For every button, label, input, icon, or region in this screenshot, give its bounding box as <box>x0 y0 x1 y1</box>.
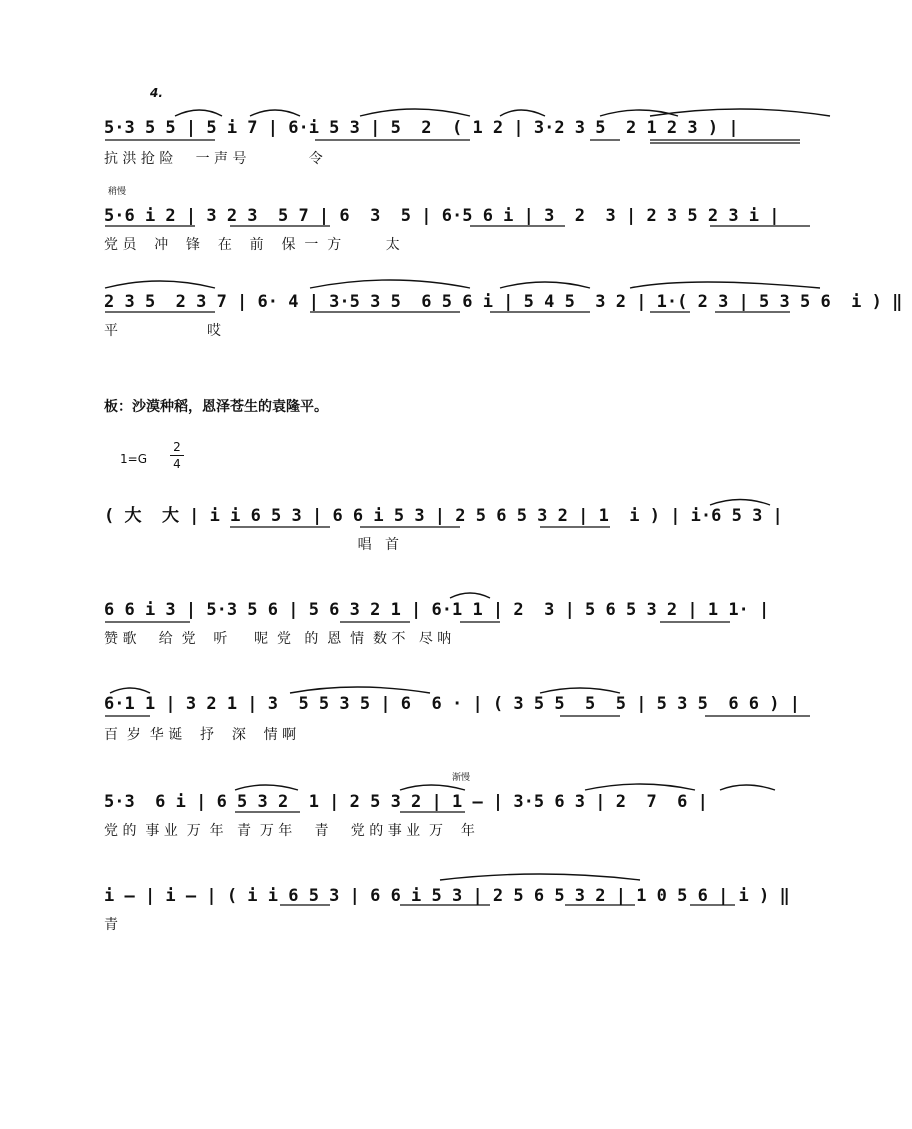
notation-row-1: 5·3 5 5 | 5 i 7 | 6·i 5 3 | 5 2 ( 1 2 | 3·2 3 5 2 1 2 3 ) | <box>104 118 739 138</box>
lyrics-row-7: 党 的 事 业 万 年 青 万 年 青 党 的 事 业 万 年 <box>104 823 475 839</box>
notation-row-6: 6·1 1 | 3 2 1 | 3 5 5 3 5 | 6 6 · | ( 3 5 5 5 5 | 5 3 5 6 6 ) | <box>104 694 800 714</box>
time-signature <box>170 440 184 471</box>
lyrics-row-4: 唱 首 <box>104 537 400 553</box>
time-signature-top: 2 <box>173 440 181 454</box>
notation-row-5: 6 6 i 3 | 5·3 5 6 | 5 6 3 2 1 | 6·1 1 | 2 3 | 5 6 5 3 2 | 1 1· | <box>104 600 770 620</box>
tempo-mark-gradual: 渐慢 <box>452 773 471 783</box>
lyrics-row-2: 党 员 冲 锋 在 前 保 一 方 太 <box>104 237 400 253</box>
lyrics-row-8: 青 <box>104 917 118 933</box>
notation-row-7: 5·3 6 i | 6 5 3 2 1 | 2 5 3 2 | 1 — | 3·5 6 3 | 2 7 6 | <box>104 792 708 812</box>
lyrics-row-6: 百 岁 华 诞 抒 深 情 啊 <box>104 727 297 743</box>
key-signature: 1=G <box>120 452 147 466</box>
section-mark: 4. <box>150 86 163 100</box>
tempo-mark-slow: 稍慢 <box>108 187 127 197</box>
time-signature-bottom: 4 <box>173 457 181 471</box>
notation-row-4: ( 大 大 | i i 6 5 3 | 6 6 i 5 3 | 2 5 6 5 3 2 | 1 i ) | i·6 5 3 | <box>104 506 783 526</box>
notation-row-2: 5·6 i 2 | 3 2 3 5 7 | 6 3 5 | 6·5 6 i | 3 2 3 | 2 3 5 2 3 i | <box>104 206 780 226</box>
lyrics-row-5: 赞 歌 给 党 听 呢 党 的 恩 情 数 不 尽 呐 <box>104 631 452 647</box>
notation-row-3: 2 3 5 2 3 7 | 6· 4 | 3·5 3 5 6 5 6 i | 5 4 5 3 2 | 1·( 2 3 | 5 3 5 6 i ) ‖ <box>104 292 903 312</box>
lyrics-row-1: 抗 洪 抢 险 一 声 号 令 <box>104 151 323 167</box>
board-text: 板：沙漠种稻，恩泽苍生的袁隆平。 <box>104 399 328 415</box>
lyrics-row-3: 平 哎 <box>104 323 222 339</box>
notation-row-8: i — | i — | ( i i 6 5 3 | 6 6 i 5 3 | 2 5 6 5 3 2 | 1 0 5 6 | i ) ‖ <box>104 886 790 906</box>
time-signature-bar <box>170 455 184 456</box>
